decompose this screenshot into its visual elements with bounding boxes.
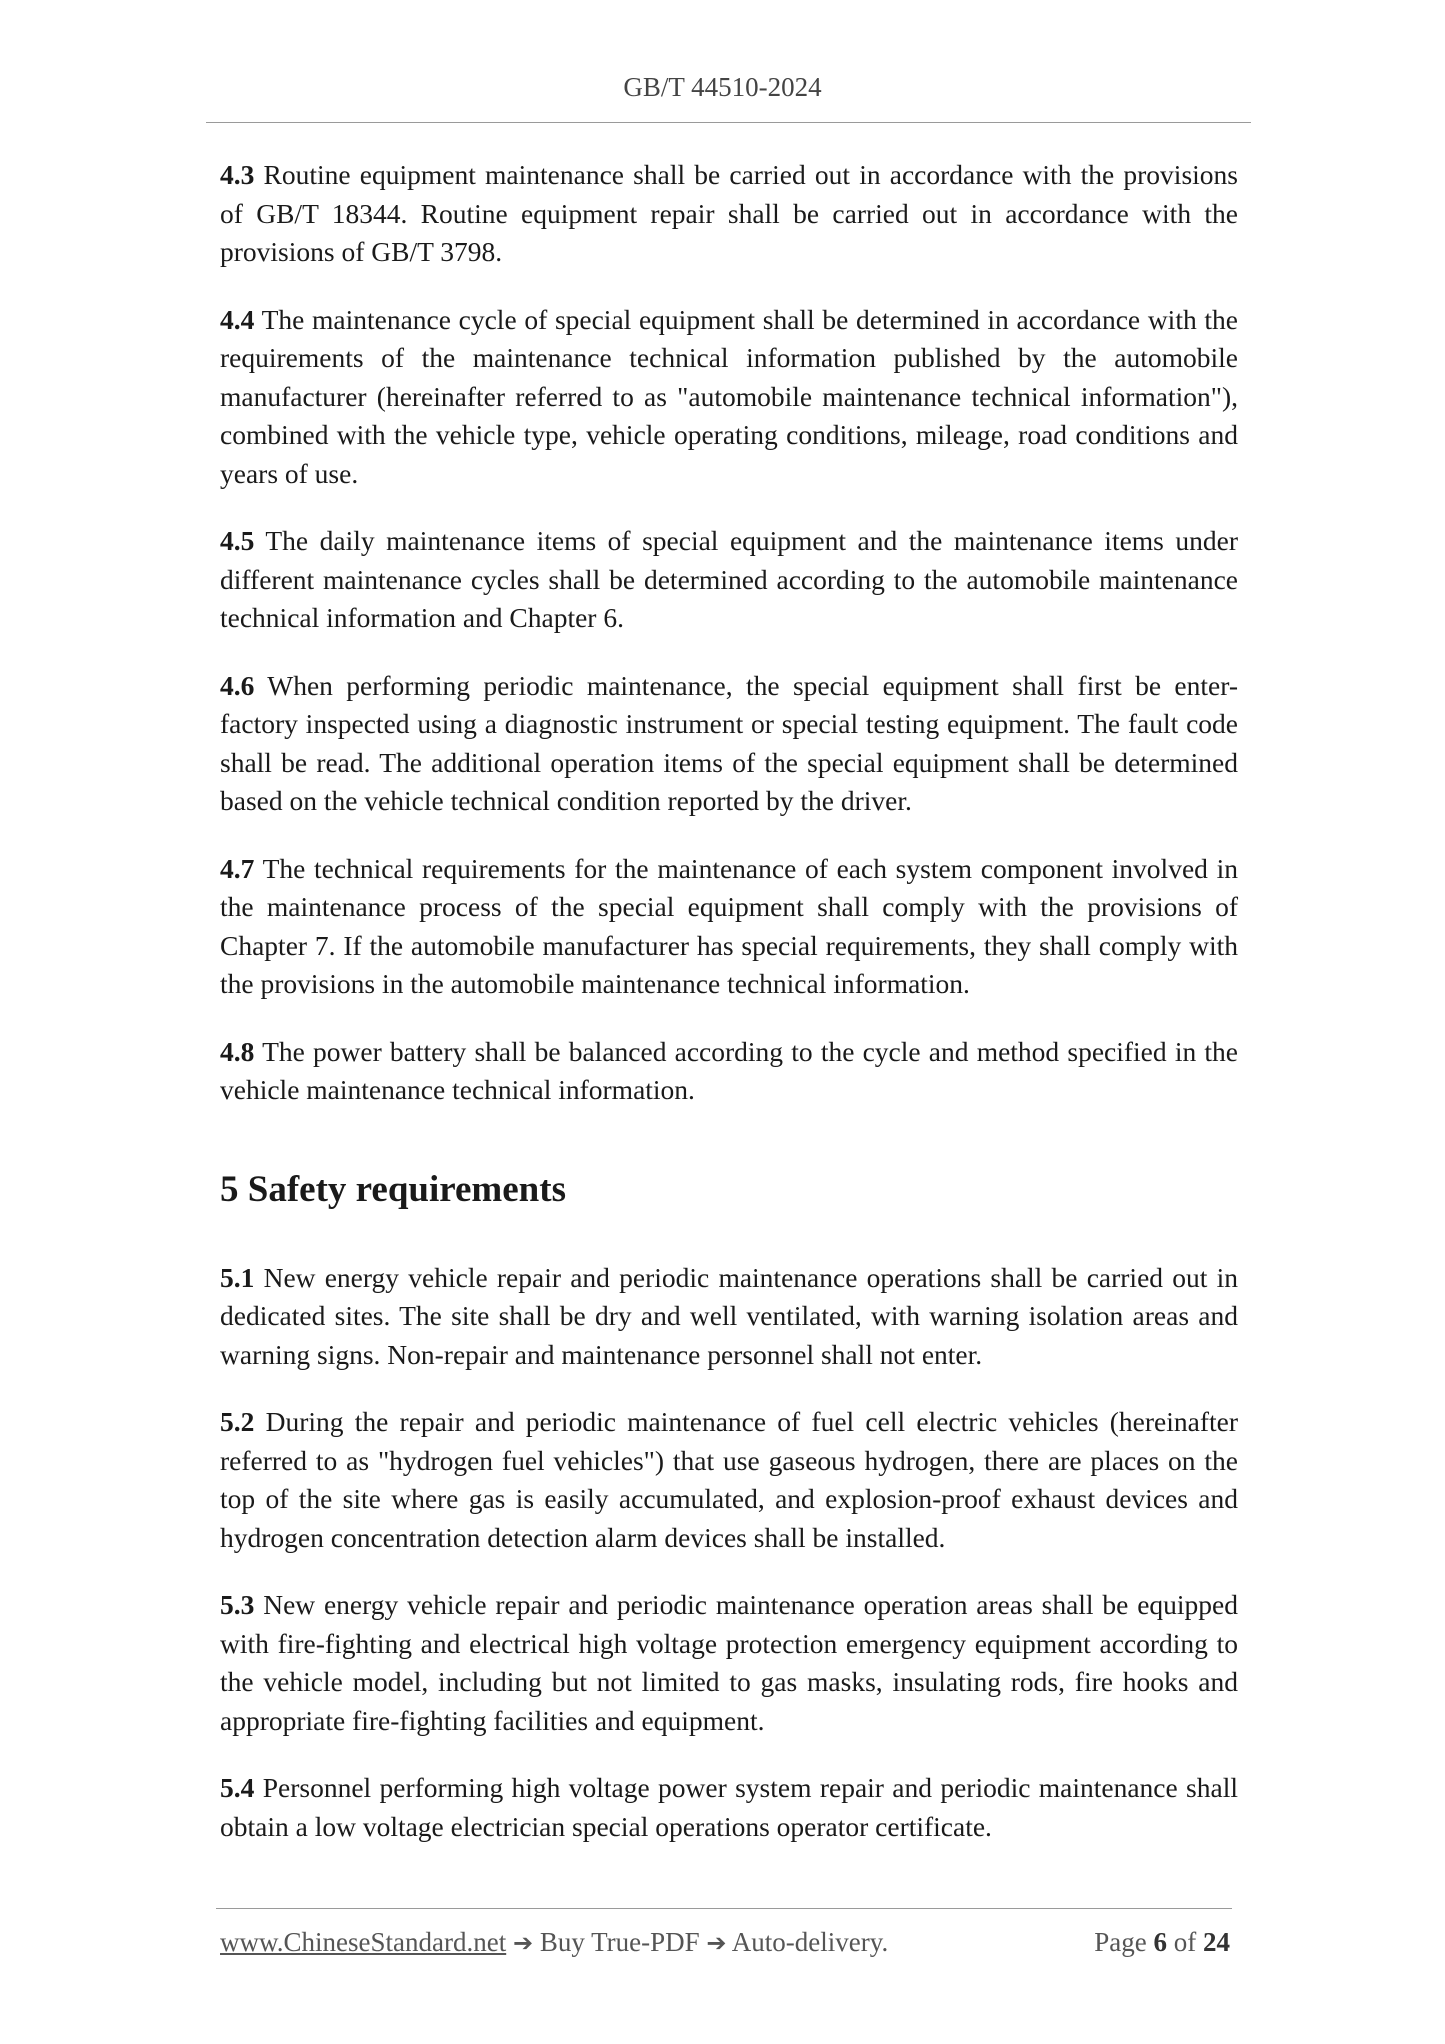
clause-text: New energy vehicle repair and periodic maintenance operation areas shall be equipped with fire-fighting and electrical high voltage protection emergency equipment according to the vehicle model, including but not limited to gas masks, insulating rods, fire hooks and appropriate fire-fighting facilities and equipment. bbox=[220, 1589, 1238, 1736]
clause-4-3 bbox=[220, 156, 1238, 272]
page-footer bbox=[220, 1927, 1230, 1958]
clause-5-4 bbox=[220, 1769, 1238, 1846]
page-of: of bbox=[1167, 1927, 1203, 1957]
document-body bbox=[220, 156, 1238, 1875]
footer-divider bbox=[216, 1908, 1232, 1909]
clause-text: Routine equipment maintenance shall be carried out in accordance with the provisions of GB/T 18344. Routine equipment repair shall be carried out in accordance with the provisions of GB/T 3798. bbox=[220, 159, 1238, 267]
header-divider bbox=[206, 122, 1251, 123]
standard-code: GB/T 44510-2024 bbox=[623, 72, 822, 102]
site-link[interactable]: www.ChineseStandard.net bbox=[220, 1927, 507, 1957]
clause-number: 5.4 bbox=[220, 1772, 255, 1803]
clause-4-8 bbox=[220, 1033, 1238, 1110]
clause-5-1 bbox=[220, 1259, 1238, 1375]
arrow-right-icon: ➔ bbox=[706, 1929, 727, 1957]
section-5-title: 5 Safety requirements bbox=[220, 1168, 566, 1210]
clause-4-4 bbox=[220, 301, 1238, 494]
clause-text: The power battery shall be balanced according to the cycle and method specified in the vehicle maintenance technical information. bbox=[220, 1035, 1238, 1105]
clause-5-3 bbox=[220, 1586, 1238, 1740]
page-label: Page bbox=[1094, 1927, 1154, 1957]
page-total: 24 bbox=[1203, 1927, 1230, 1957]
delivery-text: Auto-delivery. bbox=[726, 1927, 889, 1957]
clause-text: The maintenance cycle of special equipment shall be determined in accordance with the requirements of the maintenance technical information published by the automobile manufacturer (hereinafter referred to as "automobile maintenance technical information"), combined with the vehicle type, vehicle operating conditions, mileage, road conditions and years of use. bbox=[220, 303, 1238, 489]
footer-promo bbox=[220, 1927, 888, 1958]
clause-number: 4.6 bbox=[220, 669, 255, 701]
clause-text: New energy vehicle repair and periodic maintenance operations shall be carried out in dedicated sites. The site shall be dry and well ventilated, with warning isolation areas and warning signs. Non-repair and maintenance personnel shall not enter. bbox=[220, 1261, 1238, 1370]
clause-4-6 bbox=[220, 667, 1238, 821]
clause-number: 4.3 bbox=[220, 159, 255, 190]
page-indicator bbox=[1094, 1927, 1230, 1958]
clause-text: Personnel performing high voltage power system repair and periodic maintenance shall obtain a low voltage electrician special operations operator certificate. bbox=[220, 1772, 1238, 1842]
clause-text: When performing periodic maintenance, the special equipment shall first be enter-factory inspected using a diagnostic instrument or special testing equipment. The fault code shall be read. The additional operation items of the special equipment shall be determined based on the vehicle technical condition reported by the driver. bbox=[220, 669, 1238, 816]
clause-number: 4.5 bbox=[220, 525, 255, 556]
page-header bbox=[0, 72, 1445, 103]
buy-text: Buy True-PDF bbox=[533, 1927, 707, 1957]
clause-number: 5.2 bbox=[220, 1406, 255, 1437]
clause-number: 4.7 bbox=[220, 852, 255, 884]
clause-5-2 bbox=[220, 1403, 1238, 1557]
clause-4-7 bbox=[220, 850, 1238, 1004]
clause-number: 5.3 bbox=[220, 1589, 255, 1620]
clause-text: The technical requirements for the maintenance of each system component involved in the maintenance process of the special equipment shall comply with the provisions of Chapter 7. If the automobile manufacturer has special requirements, they shall comply with the provisions in the automobile maintenance technical information. bbox=[220, 852, 1238, 999]
clause-text: The daily maintenance items of special equipment and the maintenance items under different maintenance cycles shall be determined according to the automobile maintenance technical information and Chapter 6. bbox=[220, 525, 1238, 633]
clause-number: 5.1 bbox=[220, 1261, 255, 1293]
clause-text: During the repair and periodic maintenance of fuel cell electric vehicles (hereinafter referred to as "hydrogen fuel vehicles") that use gaseous hydrogen, there are places on the top of the site where gas is easily accumulated, and explosion-proof exhaust devices and hydrogen concentration detection alarm devices shall be installed. bbox=[220, 1406, 1238, 1553]
arrow-right-icon: ➔ bbox=[512, 1929, 534, 1957]
clause-number: 4.4 bbox=[220, 303, 255, 335]
page-current: 6 bbox=[1153, 1927, 1167, 1957]
clause-4-5 bbox=[220, 522, 1238, 638]
clause-number: 4.8 bbox=[220, 1035, 255, 1067]
